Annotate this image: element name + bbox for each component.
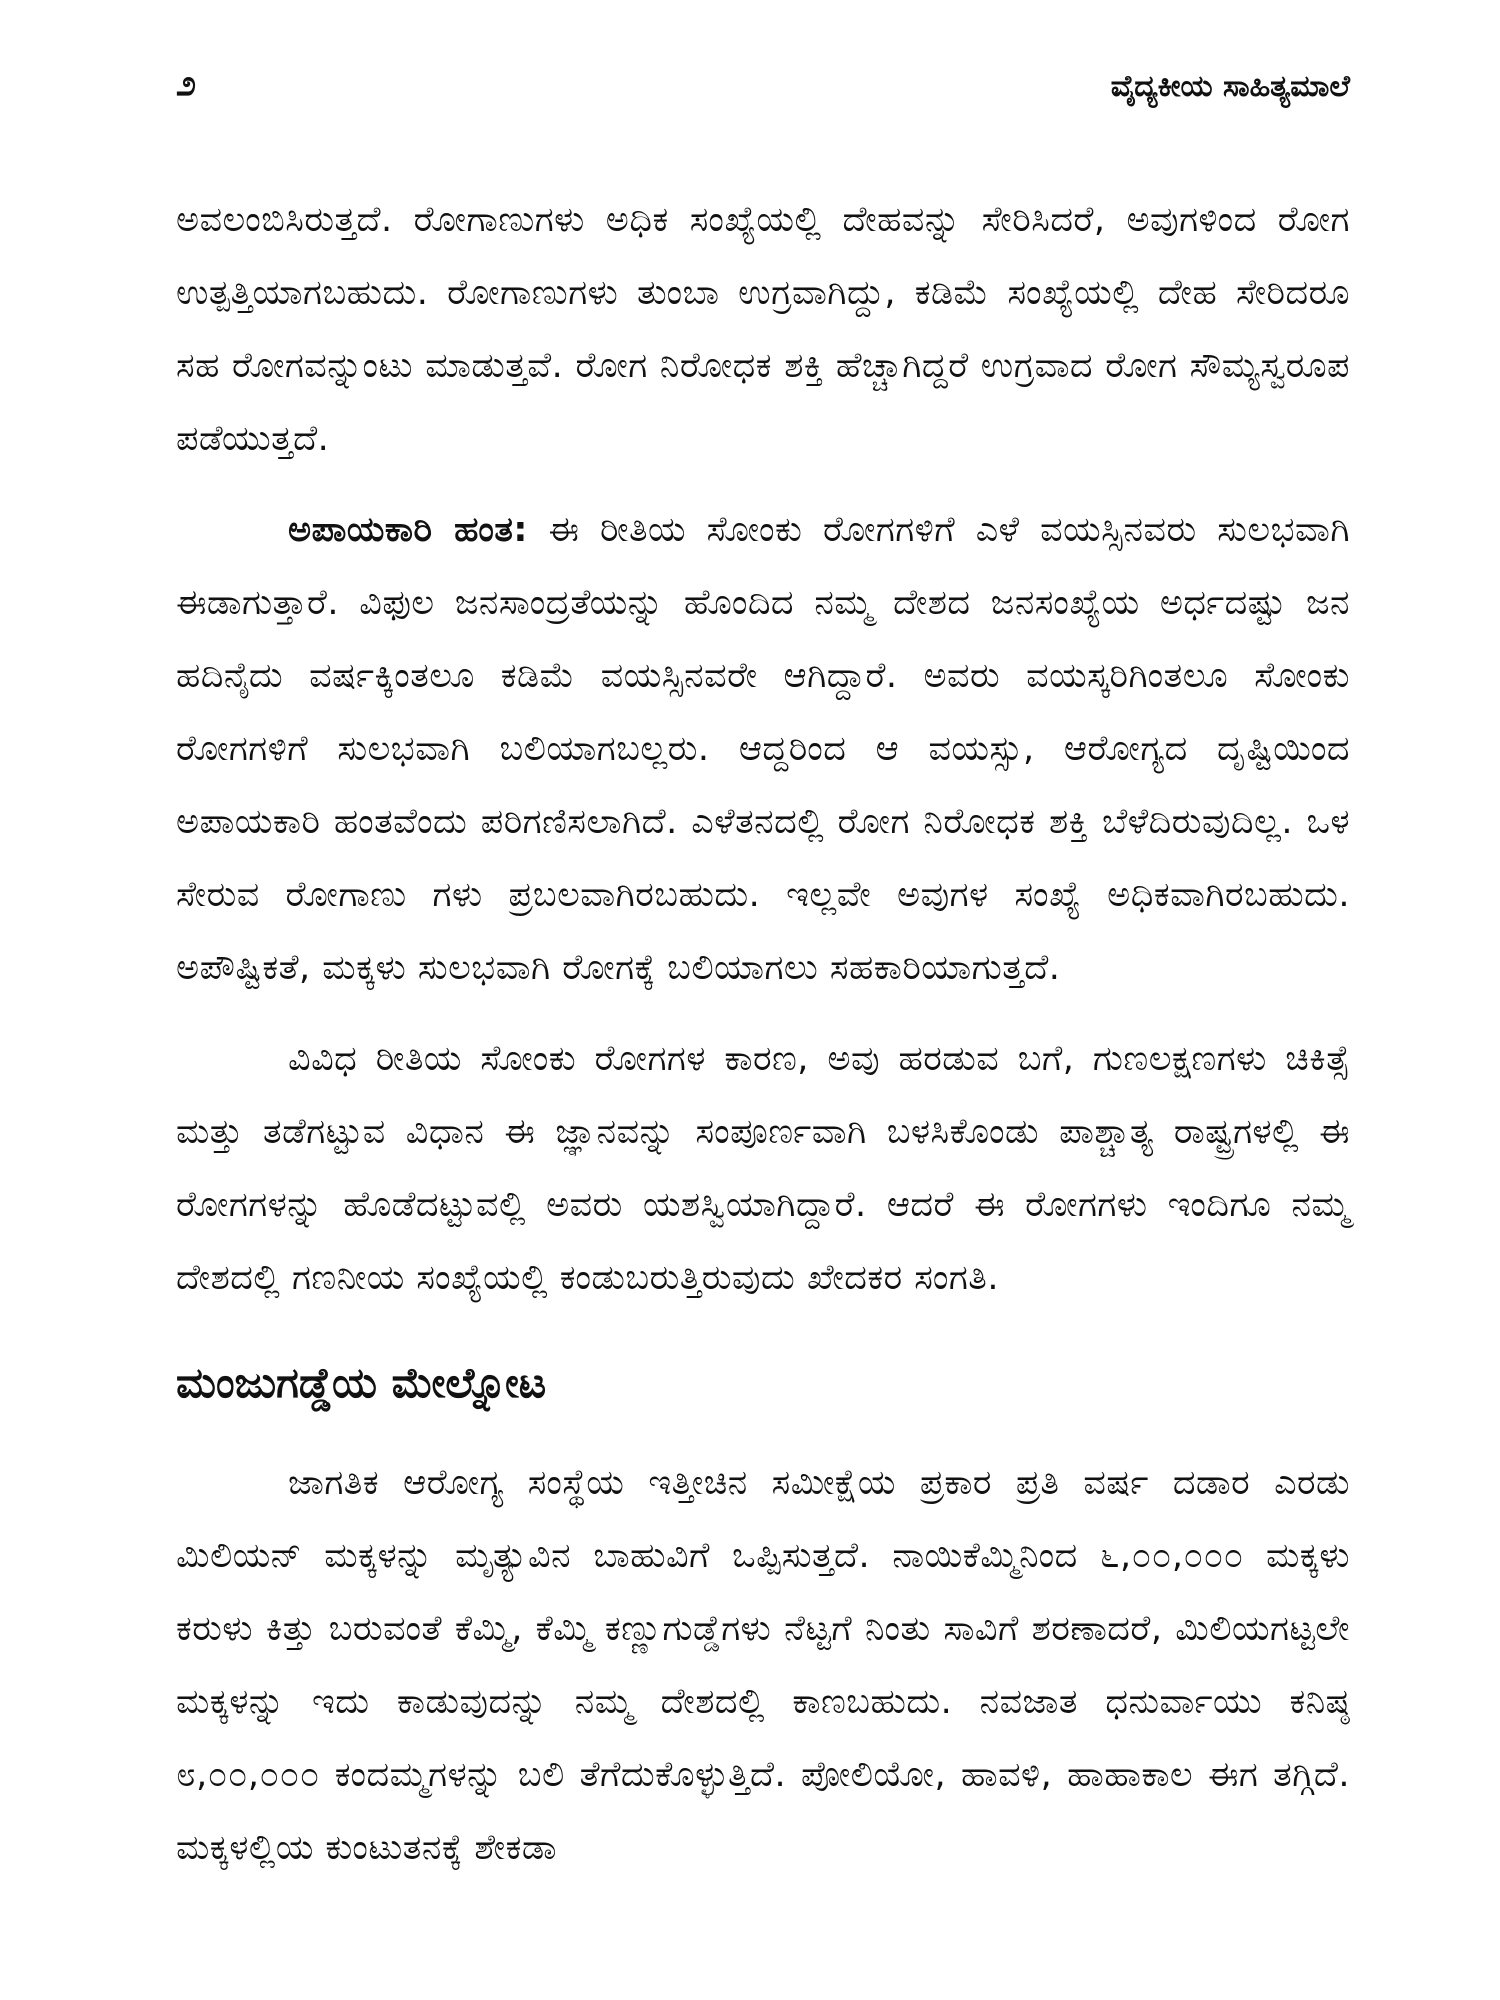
section-heading: ಮಂಜುಗಡ್ಡೆಯ ಮೇಲ್ನೋಟ bbox=[176, 1358, 547, 1407]
paragraph-2 bbox=[176, 494, 1350, 1005]
paragraph-2-lead: ಅಪಾಯಕಾರಿ ಹಂತ: bbox=[288, 510, 528, 550]
running-header bbox=[176, 50, 1350, 102]
paragraph-2-body: ಈ ರೀತಿಯ ಸೋಂಕು ರೋಗಗಳಿಗೆ ಎಳೆ ವಯಸ್ಸಿನವರು ಸುಲಭವಾಗಿ ಈಡಾಗುತ್ತಾರೆ. ವಿಫುಲ ಜನಸಾಂದ್ರತೆಯನ್ನು ಹೊಂದಿದ ನಮ್ಮ ದೇಶದ ಜನಸಂಖ್ಯೆಯ ಅರ್ಧದಷ್ಟು ಜನ ಹದಿನೈದು ವರ್ಷಕ್ಕಿಂತಲೂ ಕಡಿಮೆ ವಯಸ್ಸಿನವರೇ ಆಗಿದ್ದಾರೆ. ಅವರು ವಯಸ್ಕರಿಗಿಂತಲೂ ಸೋಂಕು ರೋಗಗಳಿಗೆ ಸುಲಭವಾಗಿ ಬಲಿಯಾಗಬಲ್ಲರು. ಆದ್ದರಿಂದ ಆ ವಯಸ್ಸು, ಆರೋಗ್ಯದ ದೃಷ್ಟಿಯಿಂದ ಅಪಾಯಕಾರಿ ಹಂತವೆಂದು ಪರಿಗಣಿಸಲಾಗಿದೆ. ಎಳೆತನದಲ್ಲಿ ರೋಗ ನಿರೋಧಕ ಶಕ್ತಿ ಬೆಳೆದಿರುವುದಿಲ್ಲ. ಒಳ ಸೇರುವ ರೋಗಾಣು ಗಳು ಪ್ರಬಲವಾಗಿರಬಹುದು. ಇಲ್ಲವೇ ಅವುಗಳ ಸಂಖ್ಯೆ ಅಧಿಕವಾಗಿರಬಹುದು. ಅಪೌಷ್ಟಿಕತೆ, ಮಕ್ಕಳು ಸುಲಭವಾಗಿ ರೋಗಕ್ಕೆ ಬಲಿಯಾಗಲು ಸಹಕಾರಿಯಾಗುತ್ತದೆ. bbox=[176, 510, 1350, 988]
paragraph-1: ಅವಲಂಬಿಸಿರುತ್ತದೆ. ರೋಗಾಣುಗಳು ಅಧಿಕ ಸಂಖ್ಯೆಯಲ್ಲಿ ದೇಹವನ್ನು ಸೇರಿಸಿದರೆ, ಅವುಗಳಿಂದ ರೋಗ ಉತ್ಪತ್ತಿಯಾಗಬಹುದು. ರೋಗಾಣುಗಳು ತುಂಬಾ ಉಗ್ರವಾಗಿದ್ದು, ಕಡಿಮೆ ಸಂಖ್ಯೆಯಲ್ಲಿ ದೇಹ ಸೇರಿದರೂ ಸಹ ರೋಗವನ್ನುಂಟು ಮಾಡುತ್ತವೆ. ರೋಗ ನಿರೋಧಕ ಶಕ್ತಿ ಹೆಚ್ಚಾಗಿದ್ದರೆ ಉಗ್ರವಾದ ರೋಗ ಸೌಮ್ಯಸ್ವರೂಪ ಪಡೆಯುತ್ತದೆ. bbox=[176, 200, 1350, 459]
paragraph-4: ಜಾಗತಿಕ ಆರೋಗ್ಯ ಸಂಸ್ಥೆಯ ಇತ್ತೀಚಿನ ಸಮೀಕ್ಷೆಯ ಪ್ರಕಾರ ಪ್ರತಿ ವರ್ಷ ದಡಾರ ಎರಡು ಮಿಲಿಯನ್ ಮಕ್ಕಳನ್ನು ಮೃತ್ಯುವಿನ ಬಾಹುವಿಗೆ ಒಪ್ಪಿಸುತ್ತದೆ. ನಾಯಿಕೆಮ್ಮಿನಿಂದ ೬,೦೦,೦೦೦ ಮಕ್ಕಳು ಕರುಳು ಕಿತ್ತು ಬರುವಂತೆ ಕೆಮ್ಮಿ, ಕೆಮ್ಮಿ ಕಣ್ಣುಗುಡ್ಡೆಗಳು ನೆಟ್ಟಗೆ ನಿಂತು ಸಾವಿಗೆ ಶರಣಾದರೆ, ಮಿಲಿಯಗಟ್ಟಲೇ ಮಕ್ಕಳನ್ನು ಇದು ಕಾಡುವುದನ್ನು ನಮ್ಮ ದೇಶದಲ್ಲಿ ಕಾಣಬಹುದು. ನವಜಾತ ಧನುರ್ವಾಯು ಕನಿಷ್ಠ ೮,೦೦,೦೦೦ ಕಂದಮ್ಮಗಳನ್ನು ಬಲಿ ತೆಗೆದುಕೊಳ್ಳುತ್ತಿದೆ. ಪೋಲಿಯೋ, ಹಾವಳಿ, ಹಾಹಾಕಾಲ ಈಗ ತಗ್ಗಿದೆ. ಮಕ್ಕಳಲ್ಲಿಯ ಕುಂಟುತನಕ್ಕೆ ಶೇಕಡಾ bbox=[176, 1463, 1350, 1868]
paragraph-3: ವಿವಿಧ ರೀತಿಯ ಸೋಂಕು ರೋಗಗಳ ಕಾರಣ, ಅವು ಹರಡುವ ಬಗೆ, ಗುಣಲಕ್ಷಣಗಳು ಚಿಕಿತ್ಸೆ ಮತ್ತು ತಡೆಗಟ್ಟುವ ವಿಧಾನ ಈ ಜ್ಞಾನವನ್ನು ಸಂಪೂರ್ಣವಾಗಿ ಬಳಸಿಕೊಂಡು ಪಾಶ್ಚಾತ್ಯ ರಾಷ್ಟ್ರಗಳಲ್ಲಿ ಈ ರೋಗಗಳನ್ನು ಹೊಡೆದಟ್ಟುವಲ್ಲಿ ಅವರು ಯಶಸ್ವಿಯಾಗಿದ್ದಾರೆ. ಆದರೆ ಈ ರೋಗಗಳು ಇಂದಿಗೂ ನಮ್ಮ ದೇಶದಲ್ಲಿ ಗಣನೀಯ ಸಂಖ್ಯೆಯಲ್ಲಿ ಕಂಡುಬರುತ್ತಿರುವುದು ಖೇದಕರ ಸಂಗತಿ. bbox=[176, 1039, 1351, 1298]
page-number: ೨ bbox=[176, 63, 197, 104]
book-title: ವೈದ್ಯಕೀಯ ಸಾಹಿತ್ಯಮಾಲೆ bbox=[1110, 69, 1350, 104]
